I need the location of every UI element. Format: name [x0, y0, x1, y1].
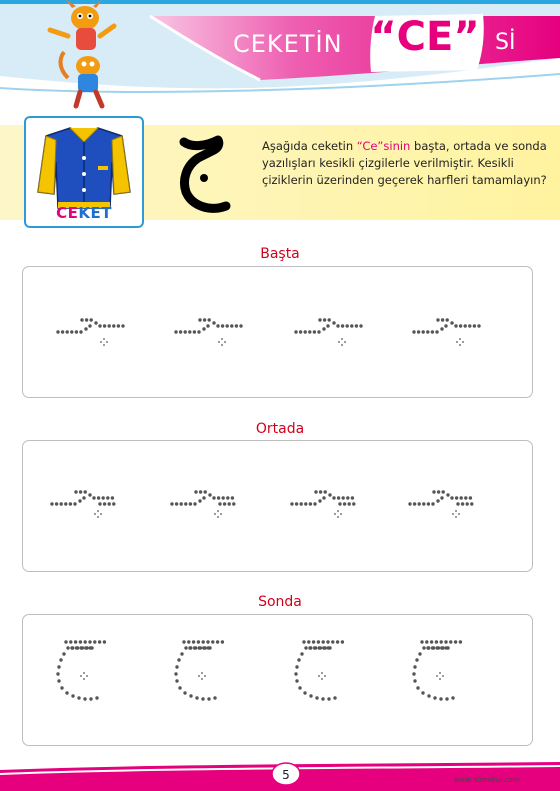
instruction-highlight: “Ce”sinin	[356, 139, 411, 153]
jacket-illustration	[26, 122, 142, 212]
instruction-part1: Aşağıda ceketin	[262, 139, 357, 153]
title-left: CEKETİN	[233, 30, 343, 58]
card-word	[24, 204, 144, 222]
section-label-basta: Başta	[260, 246, 300, 262]
title-right: Sİ	[495, 30, 516, 55]
tracing-dots-basta	[22, 266, 533, 398]
tracing-dots-sonda	[22, 614, 533, 746]
instruction-part2: başta, ortada ve sonda yazılışları kesikli çizgilerle verilmiştir. Kesikli çiziklerin üzerinden geçerek harfleri tamamlayın?	[262, 139, 547, 187]
page-number: 5	[282, 768, 290, 782]
tracing-dots-ortada	[22, 440, 533, 572]
section-label-ortada: Ortada	[255, 421, 305, 437]
mascot-illustration	[30, 0, 120, 110]
card-word-part2: KET	[78, 204, 112, 222]
site-url: www.Sizeokul.com	[454, 776, 520, 784]
title-ce: “CE”	[370, 14, 480, 60]
instruction-text	[262, 138, 552, 189]
section-label-sonda: Sonda	[258, 594, 302, 610]
card-word-part1: CE	[56, 204, 79, 222]
arabic-letter-jim	[168, 128, 238, 218]
